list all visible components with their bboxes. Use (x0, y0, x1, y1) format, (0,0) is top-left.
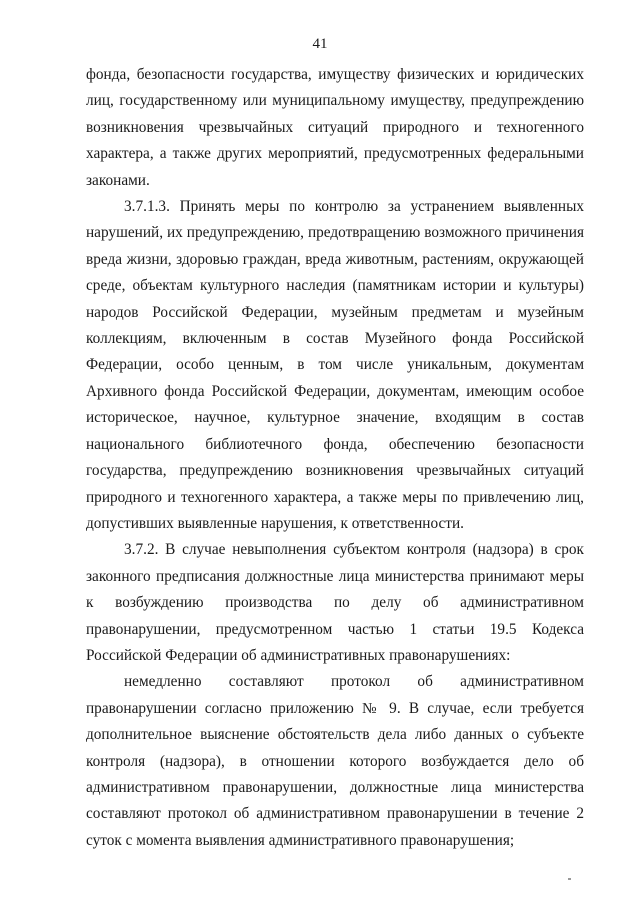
paragraph-3-7-2: 3.7.2. В случае невыполнения субъектом контроля (надзора) в срок законного предписания должностные лица министерства принимают меры к возбуждению производства по делу об административном правонарушении, предусмотренном частью 1 статьи 19.5 Кодекса Российской Федерации об административных правонарушениях: (86, 541, 584, 664)
paragraph-3-7-1-3: 3.7.1.3. Принять меры по контролю за устранением выявленных нарушений, их предупреждению, предотвращению возможного причинения вреда жизни, здоровью граждан, вреда животным, растениям, окружающей среде, объектам культурного наследия (памятникам истории и культуры) народов Российской Федерации, музейным предметам и музейным коллекциям, включенным в состав Музейного фонда Российской Федерации, особо ценным, в том числе уникальным, документам Архивного фонда Российской Федерации, документам, имеющим особое историческое, научное, культурное значение, входящим в состав национального библиотечного фонда, обеспечению безопасности государства, предупреждению возникновения чрезвычайных ситуаций природного и техногенного характера, а также меры по привлечению лиц, допустивших выявленные нарушения, к ответственности. (86, 198, 584, 532)
document-body (86, 62, 584, 854)
scan-artifact (568, 878, 571, 880)
page-number: 41 (312, 36, 328, 52)
list-item-protocol: немедленно составляют протокол об административном правонарушении согласно приложению № 9. В случае, если требуется дополнительное выяснение обстоятельств дела либо данных о субъекте контроля (надзора), в отношении которого возбуждается дело об административном правонарушении, должностные лица министерства составляют протокол об административном правонарушении в течение 2 суток с момента выявления административного правонарушения; (86, 673, 584, 849)
paragraph-continuation: фонда, безопасности государства, имуществу физических и юридических лиц, государственному или муниципальному имуществу, предупреждению возникновения чрезвычайных ситуаций природного и техногенного характера, а также других мероприятий, предусмотренных федеральными законами. (86, 66, 584, 189)
